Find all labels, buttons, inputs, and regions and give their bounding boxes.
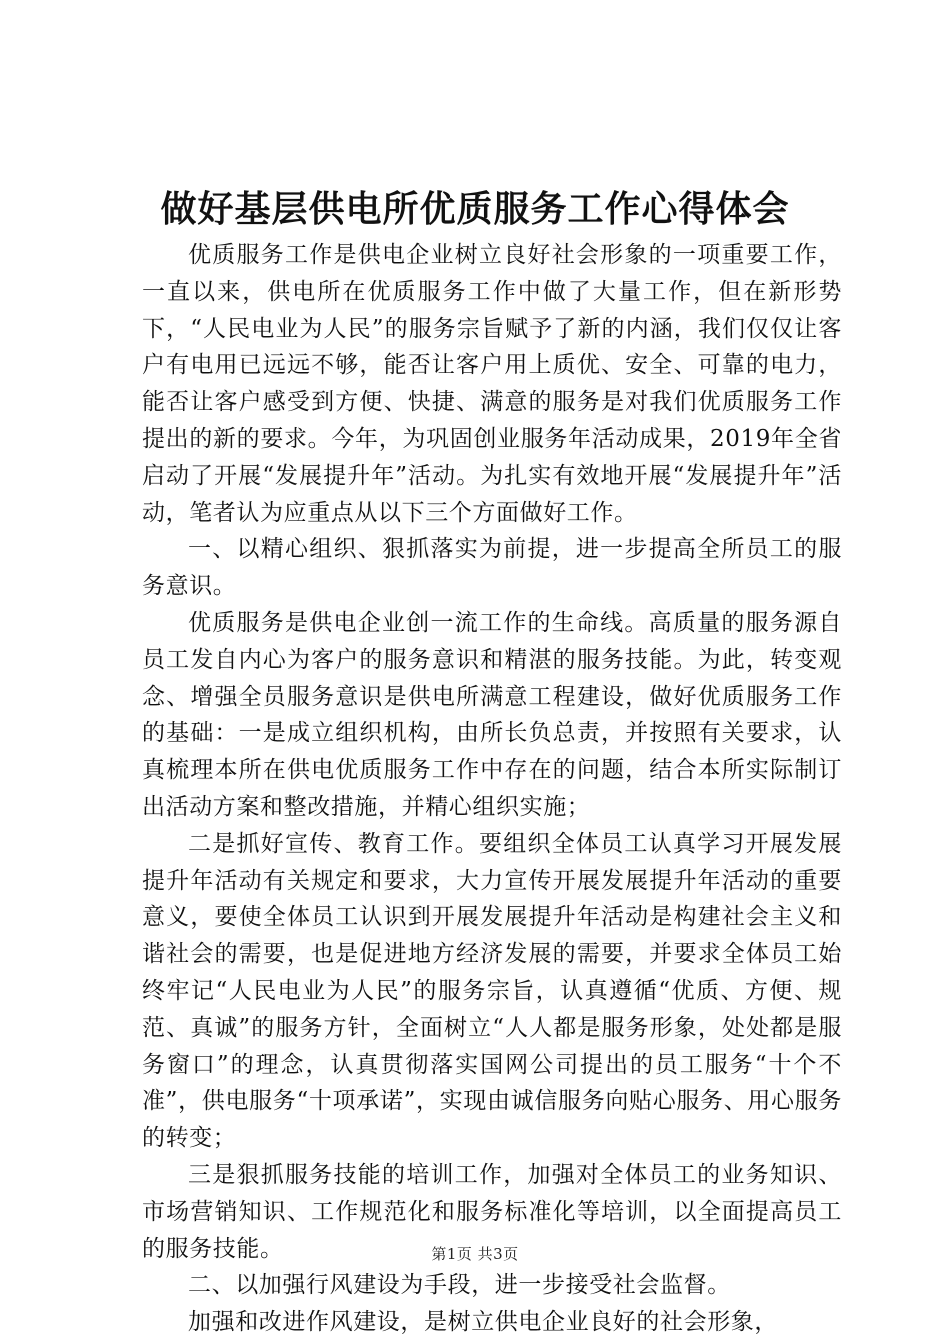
paragraph-section-2: 加强和改进作风建设，是树立供电企业良好的社会形象， <box>188 1309 778 1336</box>
paragraph-item-3: 三是狠抓服务技能的培训工作，加强对全体员工的业务知识、市场营销知识、工作规范化和服务标准化等培训，以全面提高员工的服务技能。 <box>142 1161 842 1262</box>
page-number-footer: 第1页 共3页 <box>431 1245 519 1263</box>
section-heading-2: 二、以加强行风建设为手段，进一步接受社会监督。 <box>188 1272 731 1299</box>
document-body <box>142 237 842 1341</box>
paragraph-item-2: 二是抓好宣传、教育工作。要组织全体员工认真学习开展发展提升年活动有关规定和要求，大力宣传开展发展提升年活动的重要意义，要使全体员工认识到开展发展提升年活动是构建社会主义和谐社会的需要，也是促进地方经济发展的需要，并要求全体员工始终牢记“人民电业为人民”的服务宗旨，认真遵循“优质、方便、规范、真诚”的服务方针，全面树立“人人都是服务形象，处处都是服务窗口”的理念，认真贯彻落实国网公司提出的员工服务“十个不准”，供电服务“十项承诺”，实现由诚信服务向贴心服务、用心服务的转变； <box>142 830 842 1152</box>
paragraph-section-1: 优质服务是供电企业创一流工作的生命线。高质量的服务源自员工发自内心为客户的服务意识和精湛的服务技能。为此，转变观念、增强全员服务意识是供电所满意工程建设，做好优质服务工作的基础：一是成立组织机构，由所长负总责，并按照有关要求，认真梳理本所在供电优质服务工作中存在的问题，结合本所实际制订出活动方案和整改措施，并精心组织实施； <box>142 609 842 820</box>
section-heading-1: 一、以精心组织、狠抓落实为前提，进一步提高全所员工的服务意识。 <box>142 536 842 600</box>
paragraph-intro: 优质服务工作是供电企业树立良好社会形象的一项重要工作，一直以来，供电所在优质服务工作中做了大量工作，但在新形势下，“人民电业为人民”的服务宗旨赋予了新的内涵，我们仅仅让客户有电用已远远不够，能否让客户用上质优、安全、可靠的电力，能否让客户感受到方便、快捷、满意的服务是对我们优质服务工作提出的新的要求。今年，为巩固创业服务年活动成果，2019年全省启动了开展“发展提升年”活动。为扎实有效地开展“发展提升年”活动，笔者认为应重点从以下三个方面做好工作。 <box>142 242 842 526</box>
document-title: 做好基层供电所优质服务工作心得体会 <box>160 188 790 230</box>
